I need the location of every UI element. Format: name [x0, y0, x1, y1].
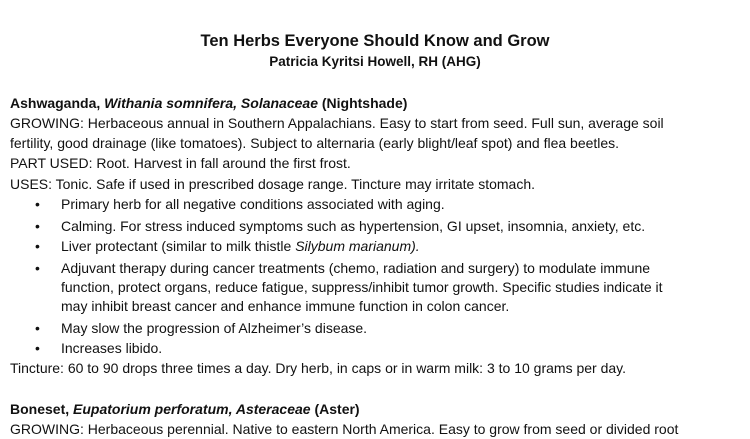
- bullet-item-text: Liver protectant (similar to milk thistle: [61, 238, 296, 254]
- bullet-marker: •: [35, 238, 40, 254]
- herb-latin-name: Withania somnifera, Solanaceae: [104, 95, 318, 111]
- bullet-item-continuation: may inhibit breast cancer and enhance immune function in colon cancer.: [61, 298, 510, 314]
- herb-common-name: Ashwaganda: [10, 95, 97, 111]
- herb-family: (Nightshade): [321, 95, 408, 111]
- bullet-marker: •: [35, 320, 40, 336]
- bullet-item-continuation: function, protect organs, reduce fatigue, suppress/inhibit tumor growth. Specific studies indicate it: [61, 279, 663, 295]
- bullet-marker: •: [35, 260, 40, 276]
- document-title: Ten Herbs Everyone Should Know and Grow: [200, 32, 550, 50]
- bullet-marker: •: [35, 196, 40, 212]
- herb-family: (Aster): [314, 401, 360, 417]
- bullet-item: Increases libido.: [61, 340, 163, 356]
- herb-common-name: Boneset: [10, 401, 66, 417]
- bullet-marker: •: [35, 340, 40, 356]
- growing-line: GROWING: Herbaceous perennial. Native to eastern North America. Easy to grow from seed or divided root: [10, 421, 679, 437]
- herb-heading-boneset: Boneset, Eupatorium perforatum, Asteraceae (Aster): [10, 401, 360, 417]
- part-used-line: PART USED: Root. Harvest in fall around the first frost.: [10, 155, 351, 171]
- bullet-item-latin-name: Silybum marianum).: [295, 238, 420, 254]
- bullet-item: May slow the progression of Alzheimer’s disease.: [61, 320, 368, 336]
- uses-line: USES: Tonic. Safe if used in prescribed dosage range. Tincture may irritate stomach.: [10, 176, 535, 192]
- herb-latin-name: Eupatorium perforatum, Asteraceae: [73, 401, 311, 417]
- bullet-marker: •: [35, 218, 40, 234]
- herb-heading-ashwaganda: Ashwaganda, Withania somnifera, Solanaceae (Nightshade): [10, 95, 408, 111]
- dosage-line: Tincture: 60 to 90 drops three times a day. Dry herb, in caps or in warm milk: 3 to 10 grams per day.: [10, 360, 626, 376]
- bullet-item: [61, 236, 420, 256]
- document-author: Patricia Kyritsi Howell, RH (AHG): [269, 54, 481, 69]
- bullet-item: Adjuvant therapy during cancer treatments (chemo, radiation and surgery) to modulate immune: [61, 260, 651, 276]
- bullet-item: Calming. For stress induced symptoms such as hypertension, GI upset, insomnia, anxiety, etc.: [61, 218, 646, 234]
- bullet-item: Primary herb for all negative conditions associated with aging.: [61, 196, 445, 212]
- growing-line: GROWING: Herbaceous annual in Southern Appalachians. Easy to start from seed. Full sun, average soil: [10, 115, 664, 131]
- growing-line: fertility, good drainage (like tomatoes). Subject to alternaria (early blight/leaf spot) and flea beetles.: [10, 135, 620, 151]
